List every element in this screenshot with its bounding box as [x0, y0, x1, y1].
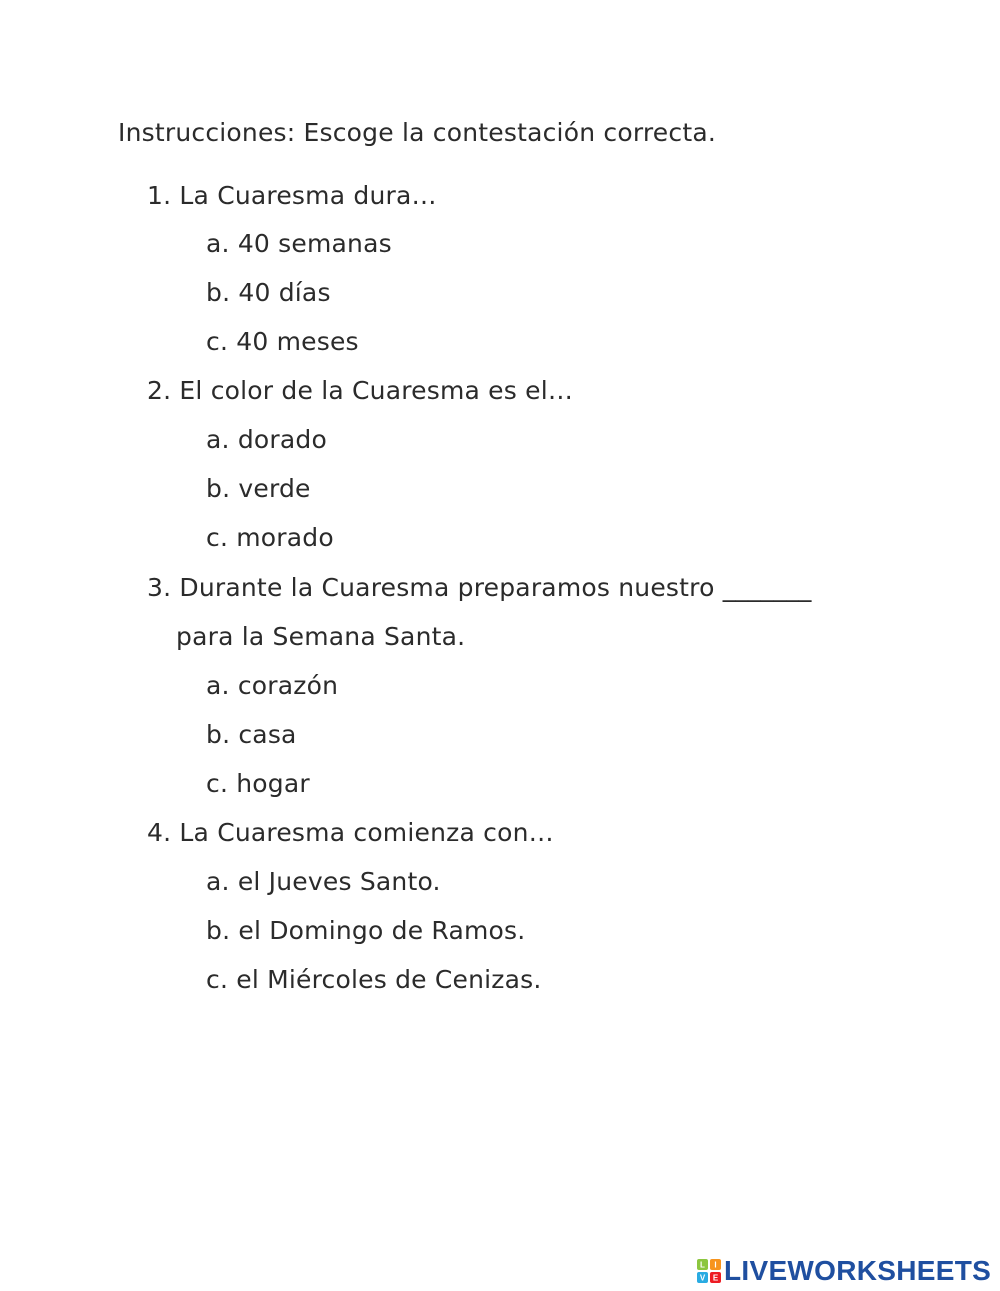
brand-name: LIVEWORKSHEETS: [724, 1255, 992, 1286]
question-4-option-b[interactable]: b. el Domingo de Ramos.: [206, 916, 526, 945]
question-1-option-c[interactable]: c. 40 meses: [206, 327, 359, 356]
liveworksheets-logo-icon: [697, 1259, 721, 1283]
question-2: 2. El color de la Cuaresma es el…: [147, 376, 574, 405]
question-1-option-b[interactable]: b. 40 días: [206, 278, 331, 307]
instructions-text: Instrucciones: Escoge la contestación correcta.: [118, 118, 716, 147]
question-3-option-a[interactable]: a. corazón: [206, 671, 339, 700]
question-2-option-b[interactable]: b. verde: [206, 474, 311, 503]
question-4-option-c[interactable]: c. el Miércoles de Cenizas.: [206, 965, 542, 994]
question-3: 3. Durante la Cuaresma preparamos nuestro _______: [147, 573, 812, 602]
question-2-option-a[interactable]: a. dorado: [206, 425, 327, 454]
question-3-option-b[interactable]: b. casa: [206, 720, 297, 749]
question-3-continuation: para la Semana Santa.: [176, 622, 466, 651]
question-4-option-a[interactable]: a. el Jueves Santo.: [206, 867, 441, 896]
question-2-option-c[interactable]: c. morado: [206, 523, 334, 552]
question-3-option-c[interactable]: c. hogar: [206, 769, 310, 798]
liveworksheets-brand: [697, 1254, 991, 1288]
svg-text:I: I: [714, 1260, 717, 1270]
question-1-option-a[interactable]: a. 40 semanas: [206, 229, 392, 258]
svg-text:V: V: [699, 1273, 706, 1283]
question-1: 1. La Cuaresma dura…: [147, 181, 437, 210]
svg-text:E: E: [712, 1273, 719, 1283]
question-4: 4. La Cuaresma comienza con…: [147, 818, 554, 847]
svg-text:L: L: [700, 1260, 705, 1270]
